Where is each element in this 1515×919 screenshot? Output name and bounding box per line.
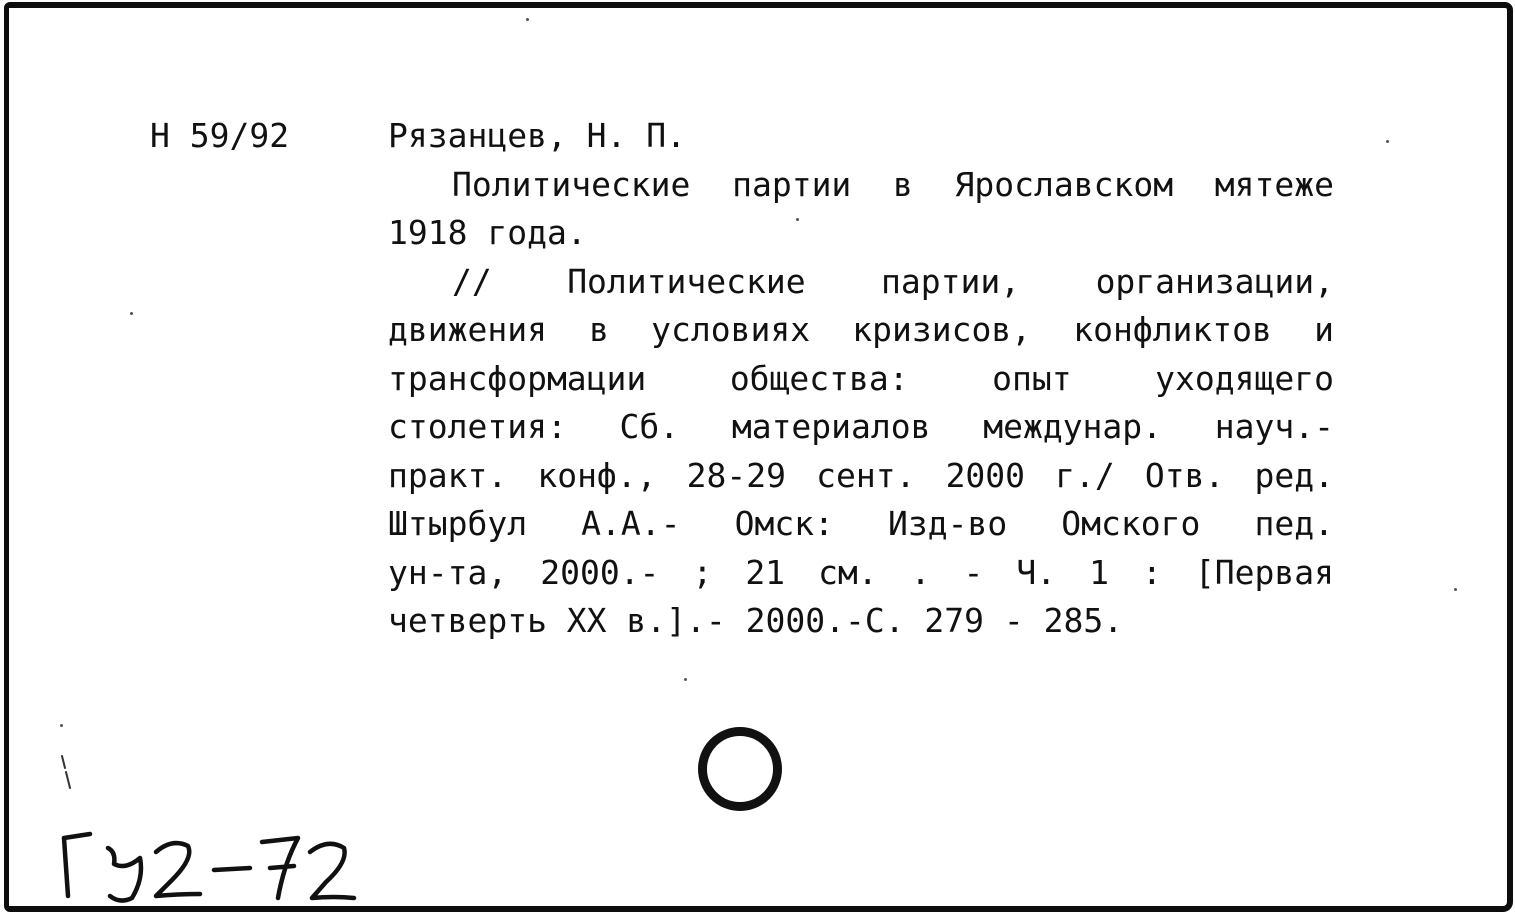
series-line-6 bbox=[388, 500, 1334, 549]
series-line-7 bbox=[388, 549, 1334, 598]
author-line: Рязанцев, Н. П. bbox=[388, 116, 687, 155]
handwritten-note bbox=[48, 818, 368, 904]
word: Политические bbox=[452, 164, 691, 204]
word: партии bbox=[732, 164, 852, 204]
word: Изд-во bbox=[888, 504, 1008, 543]
word: ред. bbox=[1254, 455, 1334, 495]
word: сент. bbox=[816, 455, 916, 495]
word: уходящего bbox=[1155, 358, 1334, 398]
title-line-1 bbox=[388, 161, 1334, 210]
shelfmark: Н 59/92 bbox=[150, 116, 290, 155]
word: Омск: bbox=[734, 504, 834, 543]
word: в bbox=[892, 164, 913, 204]
word: Отв. bbox=[1144, 455, 1225, 495]
word: 28-29 bbox=[686, 455, 786, 495]
word: науч.- bbox=[1214, 407, 1334, 446]
word: Сб. bbox=[619, 407, 680, 446]
word: общества: bbox=[729, 358, 909, 398]
word: . bbox=[910, 552, 931, 592]
word: А.А.- bbox=[581, 504, 681, 543]
word: [Первая bbox=[1194, 552, 1334, 592]
word: - bbox=[963, 552, 984, 592]
word: партии, bbox=[881, 261, 1021, 301]
series-line-2 bbox=[388, 306, 1334, 355]
word: 21 bbox=[745, 552, 786, 592]
word: кризисов, bbox=[852, 310, 1032, 349]
series-line-1 bbox=[388, 258, 1334, 307]
word: конфликтов bbox=[1073, 310, 1272, 349]
word: мятеже bbox=[1214, 164, 1334, 204]
word: Штырбул bbox=[388, 504, 528, 543]
word: 2000 bbox=[945, 455, 1026, 495]
series-line-4 bbox=[388, 403, 1334, 452]
bibliographic-entry bbox=[388, 112, 1334, 646]
word: Омского bbox=[1061, 504, 1201, 543]
word: в bbox=[589, 310, 609, 349]
word: движения bbox=[388, 310, 547, 349]
word: материалов bbox=[731, 407, 931, 446]
word: пед. bbox=[1254, 504, 1334, 543]
word: междунар. bbox=[983, 407, 1163, 446]
paper-speck bbox=[130, 312, 133, 315]
word: практ. bbox=[388, 455, 508, 495]
word: и bbox=[1314, 310, 1334, 349]
paper-speck bbox=[796, 218, 799, 221]
punch-hole bbox=[698, 727, 782, 811]
word: Ярославском bbox=[954, 164, 1174, 204]
paper-speck bbox=[1454, 588, 1457, 591]
word: ; bbox=[692, 552, 713, 592]
paper-speck bbox=[526, 18, 529, 21]
paper-speck bbox=[1386, 140, 1389, 143]
word: условиях bbox=[651, 310, 811, 349]
title-line-2: 1918 года. bbox=[388, 213, 587, 252]
word: организации, bbox=[1095, 261, 1334, 301]
paper-speck bbox=[684, 678, 687, 681]
word: 1 bbox=[1089, 552, 1110, 592]
word: трансформации bbox=[388, 358, 647, 398]
word: 2000.- bbox=[540, 552, 660, 592]
word: Ч. bbox=[1016, 552, 1057, 592]
series-line-8: четверть XX в.].- 2000.-С. 279 - 285. bbox=[388, 601, 1124, 640]
word: ун-та, bbox=[388, 552, 508, 592]
word: столетия: bbox=[388, 407, 567, 446]
paper-speck bbox=[60, 724, 63, 727]
word: // bbox=[452, 261, 492, 301]
word: г./ bbox=[1055, 455, 1115, 495]
pencil-tick-mark bbox=[58, 754, 74, 790]
word: : bbox=[1142, 552, 1162, 592]
word: конф., bbox=[537, 455, 657, 495]
word: см. bbox=[818, 552, 878, 592]
word: опыт bbox=[992, 358, 1072, 398]
word: Политические bbox=[567, 261, 806, 301]
series-line-3 bbox=[388, 355, 1334, 404]
series-line-5 bbox=[388, 452, 1334, 501]
